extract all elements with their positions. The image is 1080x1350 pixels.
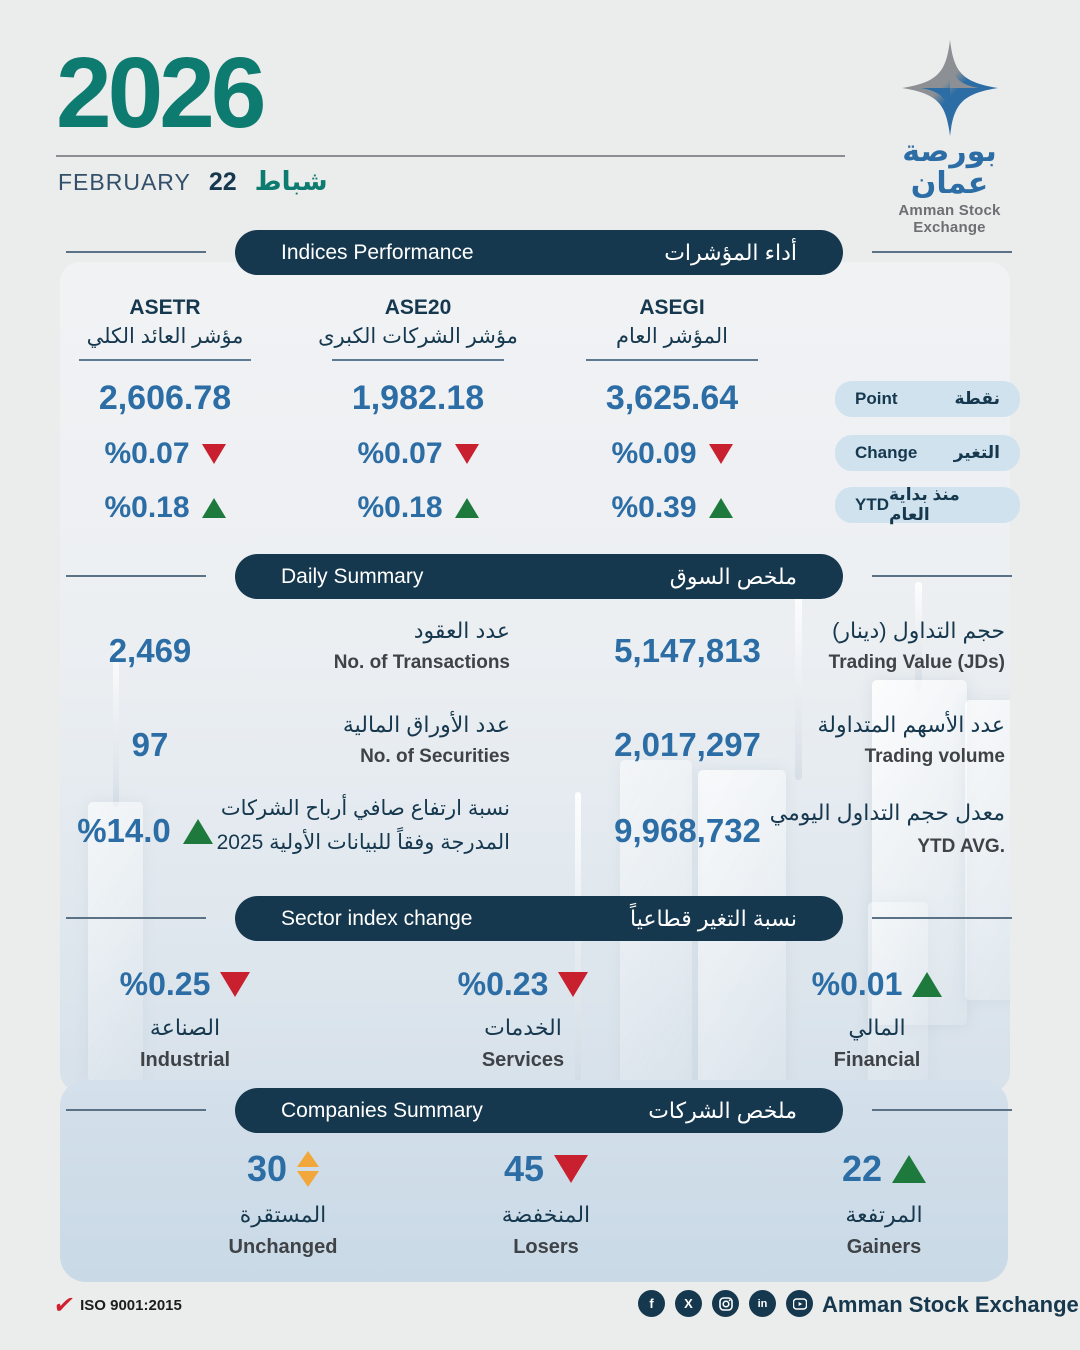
sector-label-en: Services [481, 1049, 565, 1071]
banner-title-ar: أداء المؤشرات [664, 239, 797, 265]
index-column-ase20 [303, 296, 533, 526]
section-banner-daily [235, 554, 843, 599]
index-underline [332, 359, 504, 361]
companies-gainers [754, 1148, 1014, 1259]
up-arrow-icon [892, 1155, 926, 1183]
unchanged-count: 30 [246, 1148, 288, 1189]
index-ytd: %0.18 [104, 491, 190, 524]
banner-title-ar: ملخص السوق [669, 563, 797, 589]
logo-arabic-wordmark: بورصة عمان [902, 135, 997, 200]
year-title: 2026 [56, 37, 263, 149]
banner-dash-right [872, 917, 1012, 919]
day-number: 22 [208, 168, 237, 196]
sector-label-ar: الخدمات [484, 1015, 562, 1040]
header-divider [56, 155, 845, 157]
banner-title-ar: نسبة التغير قطاعياً [630, 905, 797, 931]
banner-title-ar: ملخص الشركات [648, 1097, 797, 1123]
sector-change-value: %0.25 [119, 966, 211, 1002]
transactions-label-ar: عدد العقود [413, 618, 510, 643]
banner-dash-left [66, 575, 206, 577]
securities-label-en: No. of Securities [360, 746, 510, 767]
down-arrow-icon [455, 444, 479, 464]
companies-label-en: Unchanged [228, 1236, 338, 1258]
sector-label-en: Industrial [139, 1049, 230, 1071]
banner-dash-left [66, 917, 206, 919]
banner-dash-left [66, 1109, 206, 1111]
ytd-avg-label-ar: معدل حجم التداول اليومي [769, 800, 1005, 825]
up-arrow-icon [912, 972, 942, 997]
companies-label-en: Gainers [846, 1236, 922, 1258]
sector-change-value: %0.23 [457, 966, 549, 1002]
index-column-asegi [557, 296, 787, 526]
down-arrow-icon [202, 444, 226, 464]
ase-logo [867, 40, 1032, 236]
index-code: ASE20 [384, 296, 452, 319]
companies-label-ar: المرتفعة [845, 1202, 923, 1227]
volume-label-en: Trading volume [864, 746, 1005, 767]
youtube-icon[interactable] [786, 1290, 813, 1317]
banner-dash-left [66, 251, 206, 253]
volume-value: 2,017,297 [614, 726, 761, 763]
row-label-ar: التغير [953, 443, 1000, 462]
index-ytd: %0.18 [357, 491, 443, 524]
losers-count: 45 [503, 1148, 545, 1189]
row-label-en: Change [855, 443, 918, 462]
star-icon [867, 40, 1032, 136]
date-row [58, 166, 328, 197]
banner-title-en: Sector index change [281, 906, 473, 930]
index-name-ar: مؤشر العائد الكلي [86, 325, 244, 348]
banner-title-en: Daily Summary [281, 564, 424, 588]
down-arrow-icon [709, 444, 733, 464]
index-value: 3,625.64 [605, 379, 739, 417]
companies-label-en: Losers [513, 1236, 579, 1258]
down-arrow-icon [554, 1155, 588, 1183]
transactions-value: 2,469 [108, 632, 192, 669]
index-ytd: %0.39 [611, 491, 697, 524]
sector-industrial [55, 966, 315, 1072]
banner-title-en: Indices Performance [281, 240, 474, 264]
index-name-ar: مؤشر الشركات الكبرى [318, 325, 518, 348]
unchanged-arrows-icon [297, 1151, 319, 1187]
row-label-ytd [835, 487, 1020, 523]
trading-value-label-ar: حجم التداول (دينار) [832, 618, 1005, 643]
check-icon: ✔ [51, 1292, 77, 1319]
profit-growth-label-ar-line2: المدرجة وفقاً للبيانات الأولية 2025 [216, 831, 510, 854]
logo-english-wordmark: Amman Stock Exchange [898, 202, 1001, 236]
index-value: 1,982.18 [351, 379, 485, 417]
index-change: %0.07 [104, 437, 190, 470]
iso-label: ISO 9001:2015 [80, 1297, 182, 1314]
section-banner-companies [235, 1088, 843, 1133]
x-twitter-icon[interactable]: X [675, 1290, 702, 1317]
sector-change-value: %0.01 [811, 966, 903, 1002]
banner-dash-right [872, 1109, 1012, 1111]
trading-value-label-en: Trading Value (JDs) [828, 652, 1005, 673]
index-code: ASETR [129, 296, 201, 319]
sector-label-ar: الصناعة [149, 1015, 221, 1040]
companies-label-ar: المنخفضة [501, 1202, 591, 1227]
trading-value: 5,147,813 [614, 632, 761, 669]
footer-org-name: Amman Stock Exchange [822, 1292, 1079, 1317]
profit-growth-value: %14.0 [77, 812, 171, 849]
transactions-label-en: No. of Transactions [333, 652, 510, 673]
banner-title-en: Companies Summary [281, 1098, 483, 1122]
section-banner-indices [235, 230, 843, 275]
iso-certification [51, 1291, 182, 1320]
row-label-ar: منذ بداية العام [889, 485, 960, 524]
securities-value: 97 [131, 726, 169, 763]
sector-financial [747, 966, 1007, 1072]
banner-dash-right [872, 575, 1012, 577]
securities-label-ar: عدد الأوراق المالية [342, 712, 510, 737]
sector-label-ar: المالي [848, 1015, 906, 1040]
section-banner-sector [235, 896, 843, 941]
linkedin-icon[interactable]: in [749, 1290, 776, 1317]
row-label-ar: نقطة [954, 389, 1000, 408]
banner-dash-right [872, 251, 1012, 253]
companies-label-ar: المستقرة [239, 1202, 327, 1227]
row-label-change [835, 435, 1020, 471]
down-arrow-icon [220, 972, 250, 997]
companies-unchanged [153, 1148, 413, 1259]
companies-losers [416, 1148, 676, 1259]
index-change: %0.09 [611, 437, 697, 470]
instagram-icon[interactable] [712, 1290, 739, 1317]
month-arabic: شباط [254, 166, 328, 196]
index-underline [586, 359, 758, 361]
ytd-avg-value: 9,968,732 [614, 812, 761, 849]
sector-label-en: Financial [833, 1049, 921, 1071]
index-value: 2,606.78 [98, 379, 232, 417]
row-label-point [835, 381, 1020, 417]
social-icons [638, 1290, 813, 1317]
index-code: ASEGI [639, 296, 705, 319]
up-arrow-icon [455, 498, 479, 518]
up-arrow-icon [202, 498, 226, 518]
volume-label-ar: عدد الأسهم المتداولة [817, 712, 1005, 737]
sector-services [393, 966, 653, 1072]
index-underline [79, 359, 251, 361]
profit-growth-label-ar-line1: نسبة ارتفاع صافي أرباح الشركات [220, 797, 510, 820]
month-english: FEBRUARY [58, 169, 191, 195]
gainers-count: 22 [841, 1148, 883, 1189]
index-name-ar: المؤشر العام [615, 325, 728, 348]
facebook-icon[interactable]: f [638, 1290, 665, 1317]
row-label-en: Point [855, 389, 898, 408]
down-arrow-icon [558, 972, 588, 997]
row-label-en: YTD [855, 495, 889, 514]
index-change: %0.07 [357, 437, 443, 470]
index-column-asetr [50, 296, 280, 526]
up-arrow-icon [709, 498, 733, 518]
ytd-avg-label-en: YTD AVG. [917, 836, 1005, 857]
